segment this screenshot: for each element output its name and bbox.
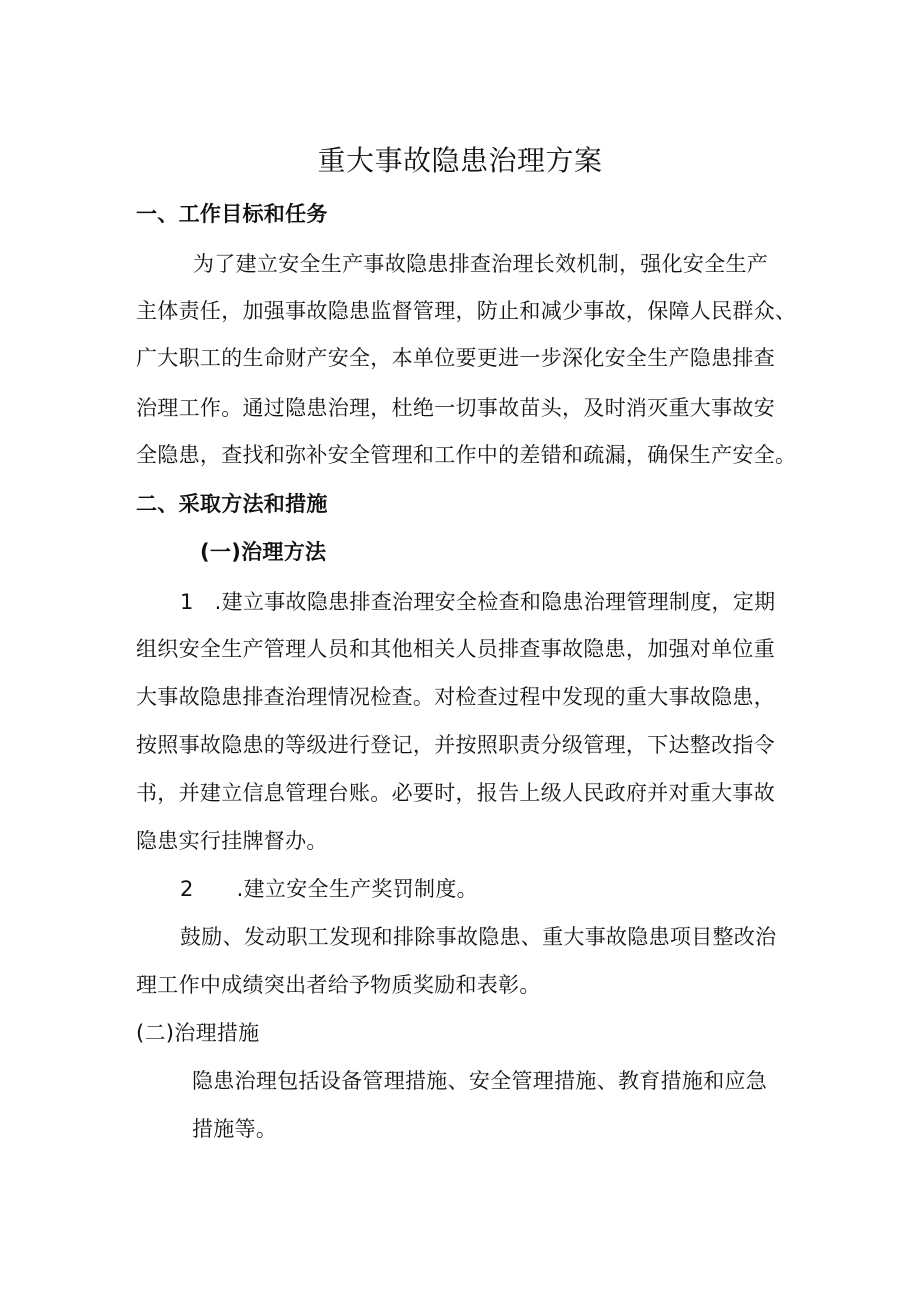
section-heading-2: 二、采取方法和措施: [136, 492, 328, 516]
item1-number: 1: [180, 590, 194, 614]
item1-line-1: [180, 588, 775, 616]
section1-para-line-4: 治理工作。通过隐患治理，杜绝一切事故苗头，及时消灭重大事故安: [136, 396, 775, 420]
item1-line-3: 大事故隐患排查治理情况检查。对检查过程中发现的重大事故隐患，: [136, 685, 775, 709]
item2-para-line-1: 鼓励、发动职工发现和排除事故隐患、重大事故隐患项目整改治: [180, 925, 777, 949]
item2-text: .建立安全生产奖罚制度。: [236, 877, 478, 901]
item1-line-5: 书，并建立信息管理台账。必要时，报告上级人民政府并对重大事故: [136, 781, 775, 805]
item1-line-2: 组织安全生产管理人员和其他相关人员排查事故隐患，加强对单位重: [136, 637, 775, 661]
item1-line-6: 隐患实行挂牌督办。: [136, 829, 328, 853]
sub2-para-line-1: 隐患治理包括设备管理措施、安全管理措施、教育措施和应急: [192, 1069, 768, 1093]
subsection-heading-2: (二)治理措施: [136, 1021, 260, 1045]
item2-line: [180, 875, 478, 903]
document-title: 重大事故隐患治理方案: [317, 144, 603, 177]
section-heading-1: 一、工作目标和任务: [136, 202, 328, 226]
subsection-heading-1: (一)治理方法: [200, 540, 327, 564]
section1-para-line-5: 全隐患，查找和弥补安全管理和工作中的差错和疏漏，确保生产安全。: [136, 443, 797, 467]
section1-para-line-2: 主体责任，加强事故隐患监督管理，防止和减少事故，保障人民群众、: [136, 299, 797, 323]
item2-para-line-2: 理工作中成绩突出者给予物质奖励和表彰。: [136, 973, 541, 997]
item2-number: 2: [180, 877, 194, 901]
item1-line-4: 按照事故隐患的等级进行登记，并按照职责分级管理，下达整改指令: [136, 733, 775, 757]
section1-para-line-3: 广大职工的生命财产安全，本单位要更进一步深化安全生产隐患排查: [136, 346, 775, 370]
item1-line-1-text: .建立事故隐患排查治理安全检查和隐患治理管理制度，定期: [214, 590, 776, 614]
sub2-para-line-2: 措施等。: [192, 1117, 278, 1141]
section1-para-line-1: 为了建立安全生产事故隐患排查治理长效机制，强化安全生产: [193, 252, 769, 276]
